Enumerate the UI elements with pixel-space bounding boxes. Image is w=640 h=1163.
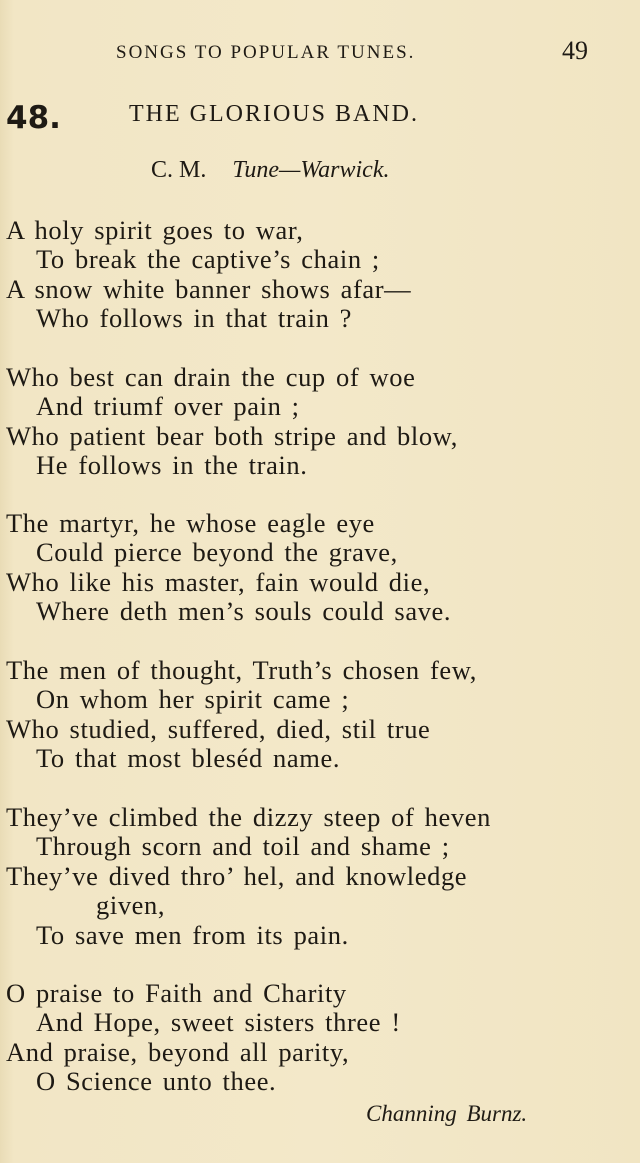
verse-line: To save men from its pain. bbox=[36, 919, 349, 950]
verse-line: O Science unto thee. bbox=[36, 1066, 277, 1097]
hymn-title: THE GLORIOUS BAND. bbox=[129, 101, 419, 127]
verse-line: Who studied, suffered, died, stil true bbox=[6, 713, 431, 744]
page-number: 49 bbox=[562, 36, 588, 65]
hymn-number: 48. bbox=[6, 100, 61, 136]
verse-line: And praise, beyond all parity, bbox=[6, 1036, 350, 1067]
stanza-3 bbox=[6, 509, 451, 627]
verse-line: They’ve climbed the dizzy steep of heven bbox=[6, 802, 491, 832]
verse-line: On whom her spirit came ; bbox=[36, 684, 350, 715]
verse-line: Who follows in that train ? bbox=[36, 303, 353, 334]
verse-line: A snow white banner shows afar— bbox=[6, 273, 412, 304]
tune-name: Tune—Warwick. bbox=[232, 157, 390, 183]
verse-line: A holy spirit goes to war, bbox=[6, 215, 304, 245]
meter-line bbox=[151, 157, 389, 184]
author-signature: Channing Burnz. bbox=[366, 1101, 528, 1126]
stanza-1 bbox=[6, 216, 411, 334]
verse-line: Where deth men’s souls could save. bbox=[36, 596, 452, 627]
verse-line: The martyr, he whose eagle eye bbox=[6, 508, 375, 538]
verse-line: Who like his master, fain would die, bbox=[6, 566, 431, 597]
verse-line: And Hope, sweet sisters three ! bbox=[36, 1007, 401, 1038]
verse-line: They’ve dived thro’ hel, and knowledge bbox=[6, 860, 468, 891]
verse-line: He follows in the train. bbox=[36, 450, 308, 481]
verse-line: To break the captive’s chain ; bbox=[36, 244, 380, 275]
stanza-4 bbox=[6, 656, 477, 774]
verse-line: O praise to Faith and Charity bbox=[6, 978, 347, 1008]
stanza-6 bbox=[6, 979, 401, 1097]
verse-line: Who best can drain the cup of woe bbox=[6, 362, 416, 392]
verse-line: The men of thought, Truth’s chosen few, bbox=[6, 655, 478, 685]
verse-line: Who patient bear both stripe and blow, bbox=[6, 420, 458, 451]
meter: C. M. bbox=[151, 157, 207, 183]
verse-line: Through scorn and toil and shame ; bbox=[36, 831, 450, 862]
verse-line: To that most bleséd name. bbox=[36, 743, 341, 774]
verse-line: And triumf over pain ; bbox=[36, 391, 300, 422]
running-head: SONGS TO POPULAR TUNES. bbox=[116, 42, 416, 63]
verse-line-continuation: given, bbox=[96, 890, 166, 921]
stanza-2 bbox=[6, 363, 458, 481]
stanza-5 bbox=[6, 803, 491, 950]
verse-line: Could pierce beyond the grave, bbox=[36, 537, 398, 568]
